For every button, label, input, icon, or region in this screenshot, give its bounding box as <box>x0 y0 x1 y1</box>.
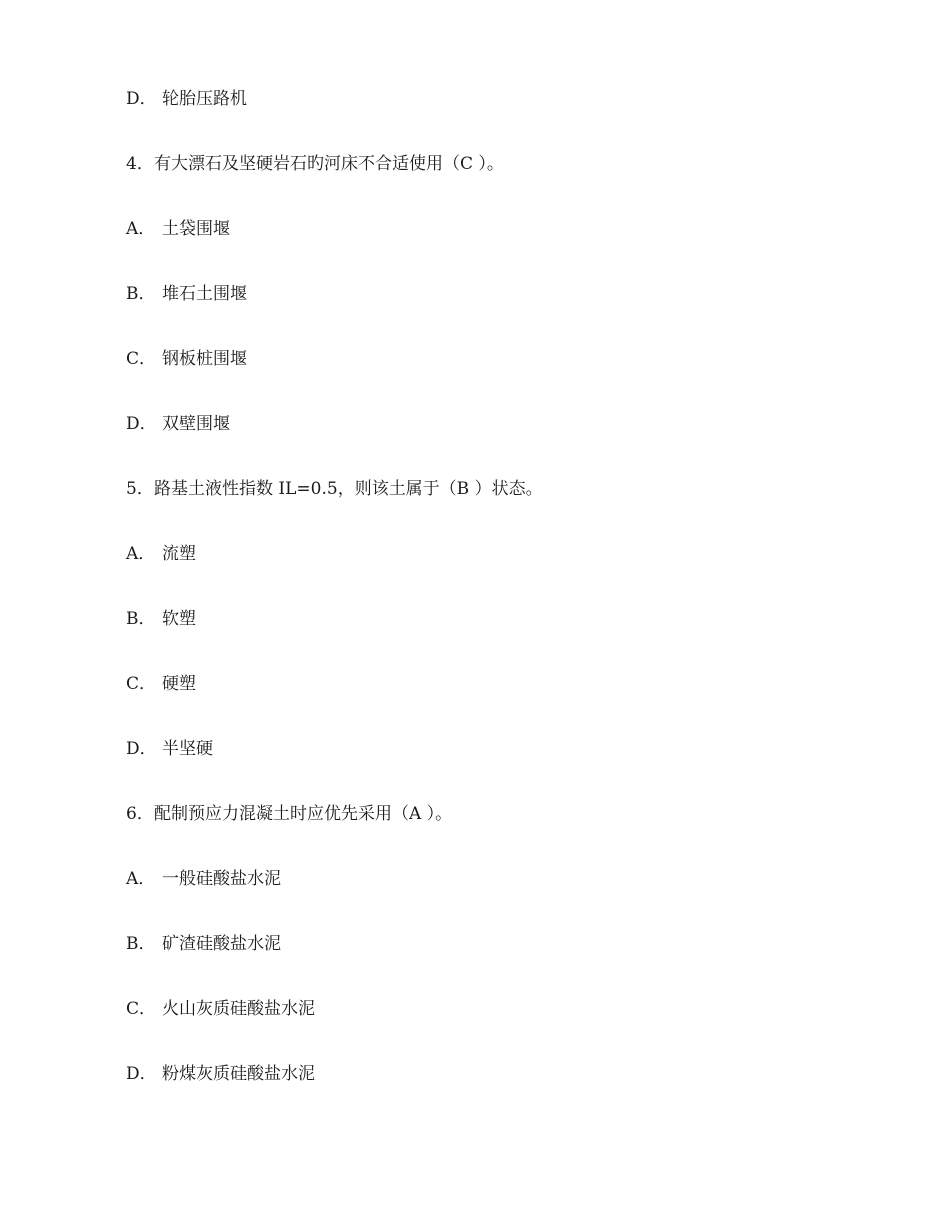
option-text: 流塑 <box>162 544 196 564</box>
question-text: 有大漂石及坚硬岩石旳河床不合适使用（C ）。 <box>154 154 504 174</box>
option-letter: B． <box>126 609 156 629</box>
option-text: 双壁围堰 <box>162 414 230 434</box>
option-text: 软塑 <box>162 609 196 629</box>
option-line <box>126 88 247 110</box>
option-text: 土袋围堰 <box>162 219 230 239</box>
option-line <box>126 868 281 890</box>
option-line <box>126 283 247 305</box>
option-text: 矿渣硅酸盐水泥 <box>162 934 281 954</box>
option-line <box>126 738 213 760</box>
option-letter: D． <box>126 89 157 109</box>
option-letter: B． <box>126 934 156 954</box>
option-letter: C． <box>126 674 157 694</box>
option-letter: B． <box>126 284 156 304</box>
option-text: 一般硅酸盐水泥 <box>162 869 281 889</box>
question-number: 4． <box>126 154 154 174</box>
option-text: 硬塑 <box>162 674 196 694</box>
option-line <box>126 1063 315 1085</box>
option-letter: C． <box>126 349 157 369</box>
option-text: 粉煤灰质硅酸盐水泥 <box>162 1064 315 1084</box>
option-letter: A． <box>126 869 156 889</box>
question-number: 5． <box>126 479 154 499</box>
option-text: 堆石土围堰 <box>162 284 247 304</box>
question-line <box>126 153 504 175</box>
option-line <box>126 413 230 435</box>
option-line <box>126 218 230 240</box>
option-text: 轮胎压路机 <box>162 89 247 109</box>
option-letter: D． <box>126 739 157 759</box>
option-letter: A． <box>126 544 156 564</box>
option-letter: D． <box>126 414 157 434</box>
option-text: 半坚硬 <box>162 739 213 759</box>
option-letter: D． <box>126 1064 157 1084</box>
option-line <box>126 673 196 695</box>
question-text: 路基土液性指数 IL=0.5，则该土属于（B ）状态。 <box>154 479 543 499</box>
question-line <box>126 478 543 500</box>
option-line <box>126 348 247 370</box>
option-text: 火山灰质硅酸盐水泥 <box>162 999 315 1019</box>
option-line <box>126 998 315 1020</box>
option-letter: A． <box>126 219 156 239</box>
question-text: 配制预应力混凝土时应优先采用（A ）。 <box>154 804 453 824</box>
option-text: 钢板桩围堰 <box>162 349 247 369</box>
option-line <box>126 608 196 630</box>
option-line <box>126 543 196 565</box>
question-number: 6． <box>126 804 154 824</box>
question-line <box>126 803 452 825</box>
option-letter: C． <box>126 999 157 1019</box>
option-line <box>126 933 281 955</box>
